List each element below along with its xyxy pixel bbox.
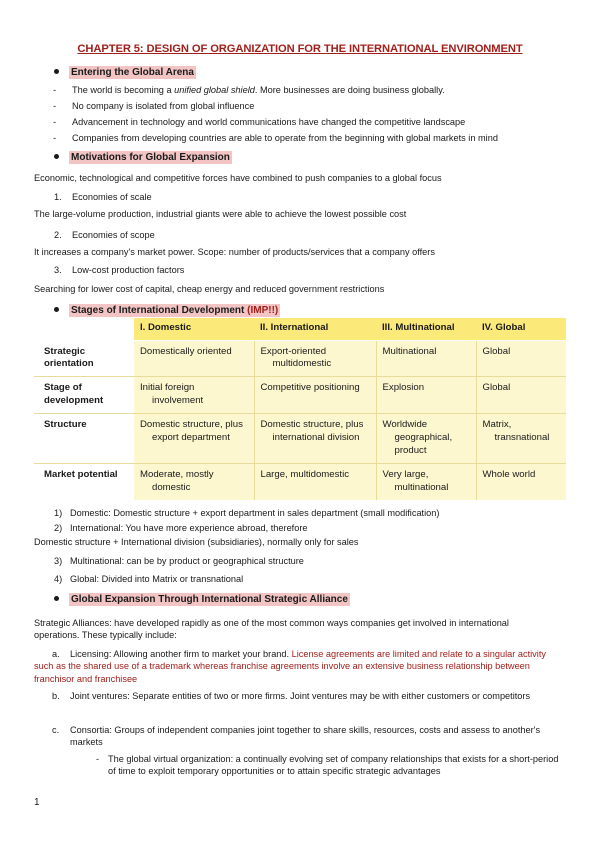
motivation-item: 1. Economies of scale: [54, 192, 152, 202]
table-cell: Matrix, transnational: [476, 414, 566, 464]
bullet-icon: [54, 154, 59, 159]
heading-entering: Entering the Global Arena: [54, 66, 196, 80]
table-cell: Whole world: [476, 464, 566, 500]
stage-note-continued: Domestic structure + International division (subsidiaries), normally only for sales: [34, 537, 359, 547]
column-header: II. International: [254, 318, 376, 340]
motivation-item: 3. Low-cost production factors: [54, 265, 185, 275]
motivation-desc: The large-volume production, industrial giants were able to achieve the lowest possible cost: [34, 209, 407, 219]
alliance-item: a. Licensing: Allowing another firm to market your brand. License agreements are limited and relate to a singular activity such as the shared use of a trademark whereas franchise agreements involve an extensive business relationship between franchisor and franchisee: [34, 649, 546, 684]
list-item: - No company is isolated from global influence: [53, 100, 573, 116]
row-header: Structure: [34, 414, 134, 464]
motivation-desc: Searching for lower cost of capital, cheap energy and reduced government restrictions: [34, 284, 385, 294]
row-header: Market potential: [34, 464, 134, 500]
table-cell: Global: [476, 377, 566, 414]
row-header: Stage of development: [34, 377, 134, 414]
alliance-item: b. Joint ventures: Separate entities of two or more firms. Joint ventures may be with either customers or competitors: [52, 691, 531, 701]
motivation-item: 2. Economies of scope: [54, 230, 155, 240]
entering-list: [53, 84, 573, 148]
table-cell: Explosion: [376, 377, 476, 414]
table-cell: Moderate, mostly domestic: [134, 464, 254, 500]
chapter-title: CHAPTER 5: DESIGN OF ORGANIZATION FOR THE INTERNATIONAL ENVIRONMENT: [77, 43, 523, 55]
alliance-subitem: - The global virtual organization: a continually evolving set of company relationships that exists for a short-period of time to exploit temporary opportunities or to attain specific strategic advantages: [96, 753, 566, 778]
table-row: [34, 340, 566, 377]
heading-motivations: Motivations for Global Expansion: [54, 151, 232, 165]
page-number: 1: [34, 797, 40, 808]
table-cell: Export-oriented multidomestic: [254, 340, 376, 377]
table-cell: Large, multidomestic: [254, 464, 376, 500]
stage-note: 1) Domestic: Domestic structure + export department in sales department (small modification): [54, 508, 440, 518]
stage-note: 2) International: You have more experience abroad, therefore: [54, 523, 308, 533]
table-cell: Initial foreign involvement: [134, 377, 254, 414]
motivations-intro: Economic, technological and competitive forces have combined to push companies to a global focus: [34, 173, 442, 183]
table-row: [34, 464, 566, 500]
stage-note: 4) Global: Divided into Matrix or transnational: [54, 574, 244, 584]
column-header: III. Multinational: [376, 318, 476, 340]
bullet-icon: [54, 596, 59, 601]
bullet-icon: [54, 69, 59, 74]
table-cell: Global: [476, 340, 566, 377]
list-item: - Advancement in technology and world communications have changed the competitive landscape: [53, 116, 573, 132]
table-cell: Very large, multinational: [376, 464, 476, 500]
bullet-icon: [54, 307, 59, 312]
table-cell: Domestically oriented: [134, 340, 254, 377]
heading-alliance: Global Expansion Through International Strategic Alliance: [54, 593, 350, 607]
table-row: [34, 414, 566, 464]
column-header: IV. Global: [476, 318, 566, 340]
stage-note: 3) Multinational: can be by product or geographical structure: [54, 556, 304, 566]
alliance-item: c. Consortia: Groups of independent companies joint together to share skills, resources, costs and assess to another's markets: [52, 725, 541, 748]
table-cell: Domestic structure, plus international division: [254, 414, 376, 464]
table-cell: Multinational: [376, 340, 476, 377]
table-cell: Competitive positioning: [254, 377, 376, 414]
table-header-row: [34, 318, 566, 340]
stages-table: [34, 318, 566, 500]
motivation-desc: It increases a company's market power. Scope: number of products/services that a company offers: [34, 247, 435, 257]
column-header: I. Domestic: [134, 318, 254, 340]
table-cell: Domestic structure, plus export department: [134, 414, 254, 464]
list-item: - The world is becoming a unified global shield. More businesses are doing business globally.: [53, 84, 573, 100]
table-cell: Worldwide geographical, product: [376, 414, 476, 464]
alliance-intro: Strategic Alliances: have developed rapidly as one of the most common ways companies get involved in international operations. These typically include:: [34, 618, 509, 641]
row-header: Strategic orientation: [34, 340, 134, 377]
list-item: - Companies from developing countries are able to operate from the beginning with global markets in mind: [53, 132, 573, 148]
heading-stages: Stages of International Development (IMP!!): [54, 304, 280, 318]
table-row: [34, 377, 566, 414]
